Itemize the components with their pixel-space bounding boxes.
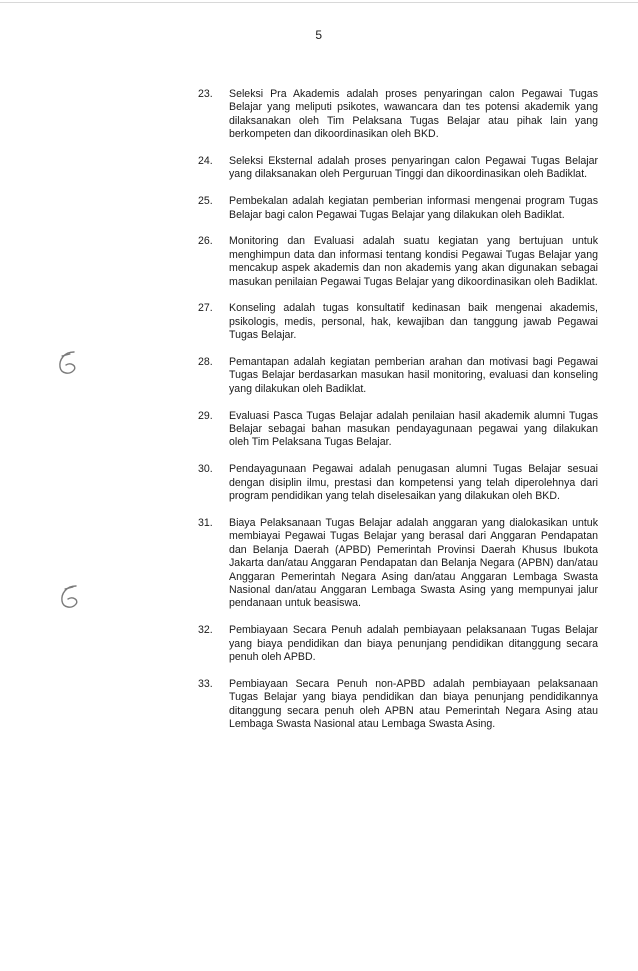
item-number: 30.: [198, 463, 213, 476]
item-text: Pendayagunaan Pegawai adalah penugasan alumni Tugas Belajar sesuai dengan disiplin ilmu, prestasi dan kompetensi yang telah diperolehnya dari program pendidikan yang telah diselesaikan yang dilakukan oleh BKD.: [229, 463, 598, 503]
list-item: [198, 88, 598, 142]
item-number: 23.: [198, 88, 213, 100]
item-number: 28.: [198, 356, 213, 369]
item-text: Evaluasi Pasca Tugas Belajar adalah penilaian hasil akademik alumni Tugas Belajar sebagai bahan masukan pendayagunaan pegawai yang dilakukan oleh Tim Pelaksana Tugas Belajar.: [229, 409, 598, 449]
item-number: 29.: [198, 409, 213, 422]
item-text: Seleksi Eksternal adalah proses penyaringan calon Pegawai Tugas Belajar yang dilaksanakan oleh Perguruan Tinggi dan dikoordinasikan oleh Badiklat.: [229, 155, 598, 181]
handwritten-mark-icon: [54, 348, 84, 378]
list-item: [198, 155, 598, 182]
list-item: [198, 678, 598, 732]
definition-list: [198, 88, 598, 745]
item-number: 33.: [198, 677, 213, 690]
scan-edge-line: [0, 2, 638, 3]
item-number: 24.: [198, 155, 213, 168]
handwritten-mark-icon: [56, 582, 86, 612]
list-item: [198, 410, 598, 450]
item-text: Pembiayaan Secara Penuh adalah pembiayaan pelaksanaan Tugas Belajar yang biaya pendidikan dan biaya penunjang pendidikan ditanggung secara penuh oleh APBD.: [229, 624, 598, 663]
list-item: [198, 195, 598, 222]
item-number: 31.: [198, 516, 213, 529]
item-text: Biaya Pelaksanaan Tugas Belajar adalah anggaran yang dialokasikan untuk membiayai Pegawai Tugas Belajar yang berasal dari Anggaran Pendapatan dan Belanja Daerah (APBD) Pemerintah Provinsi Daerah Khusus Ibukota Jakarta dan/atau Anggaran Pendapatan dan Belanja Negara (APBN) dan/atau Anggaran Pemerintah Negara Asing dan/atau Anggaran Lembaga Swasta Nasional dan/atau Anggaran Lembaga Swasta Asing yang mempunyai jalur pendanaan untuk beasiswa.: [229, 516, 598, 610]
item-text: Pembekalan adalah kegiatan pemberian informasi mengenai program Tugas Belajar bagi calon Pegawai Tugas Belajar yang dilakukan oleh Badiklat.: [229, 195, 598, 221]
item-text: Monitoring dan Evaluasi adalah suatu kegiatan yang bertujuan untuk menghimpun data dan informasi tentang kondisi Pegawai Tugas Belajar yang mencakup aspek akademis dan non akademis yang akan digunakan sebagai masukan penilaian Pegawai Tugas Belajar yang dikoordinasikan oleh Badiklat.: [229, 235, 598, 288]
item-text: Pembiayaan Secara Penuh non-APBD adalah pembiayaan pelaksanaan Tugas Belajar yang biaya pendidikan dan biaya penunjang pendidikannya ditanggung secara penuh oleh APBN atau Pemerintah Negara Asing atau Lembaga Swasta Nasional atau Lembaga Swasta Asing.: [229, 677, 598, 730]
item-number: 26.: [198, 235, 213, 248]
item-text: Seleksi Pra Akademis adalah proses penyaringan calon Pegawai Tugas Belajar yang meliputi psikotes, wawancara dan tes potensi akademik yang dilaksanakan oleh Tim Pelaksana Tugas Belajar atau pihak lain yang berkompeten dan dikoordinasikan oleh BKD.: [229, 88, 598, 141]
item-number: 25.: [198, 195, 213, 208]
list-item: [198, 463, 598, 503]
item-number: 27.: [198, 302, 213, 315]
list-item: [198, 517, 598, 611]
list-item: [198, 302, 598, 342]
page-number: 5: [315, 28, 323, 42]
list-item: [198, 624, 598, 664]
item-text: Pemantapan adalah kegiatan pemberian arahan dan motivasi bagi Pegawai Tugas Belajar berdasarkan masukan hasil monitoring, evaluasi dan konseling yang dilakukan oleh Badiklat.: [229, 356, 598, 395]
item-number: 32.: [198, 624, 213, 637]
list-item: [198, 356, 598, 396]
list-item: [198, 235, 598, 289]
item-text: Konseling adalah tugas konsultatif kedinasan baik mengenai akademis, psikologis, medis, personal, hak, kewajiban dan tanggung jawab Pegawai Tugas Belajar.: [229, 302, 598, 342]
